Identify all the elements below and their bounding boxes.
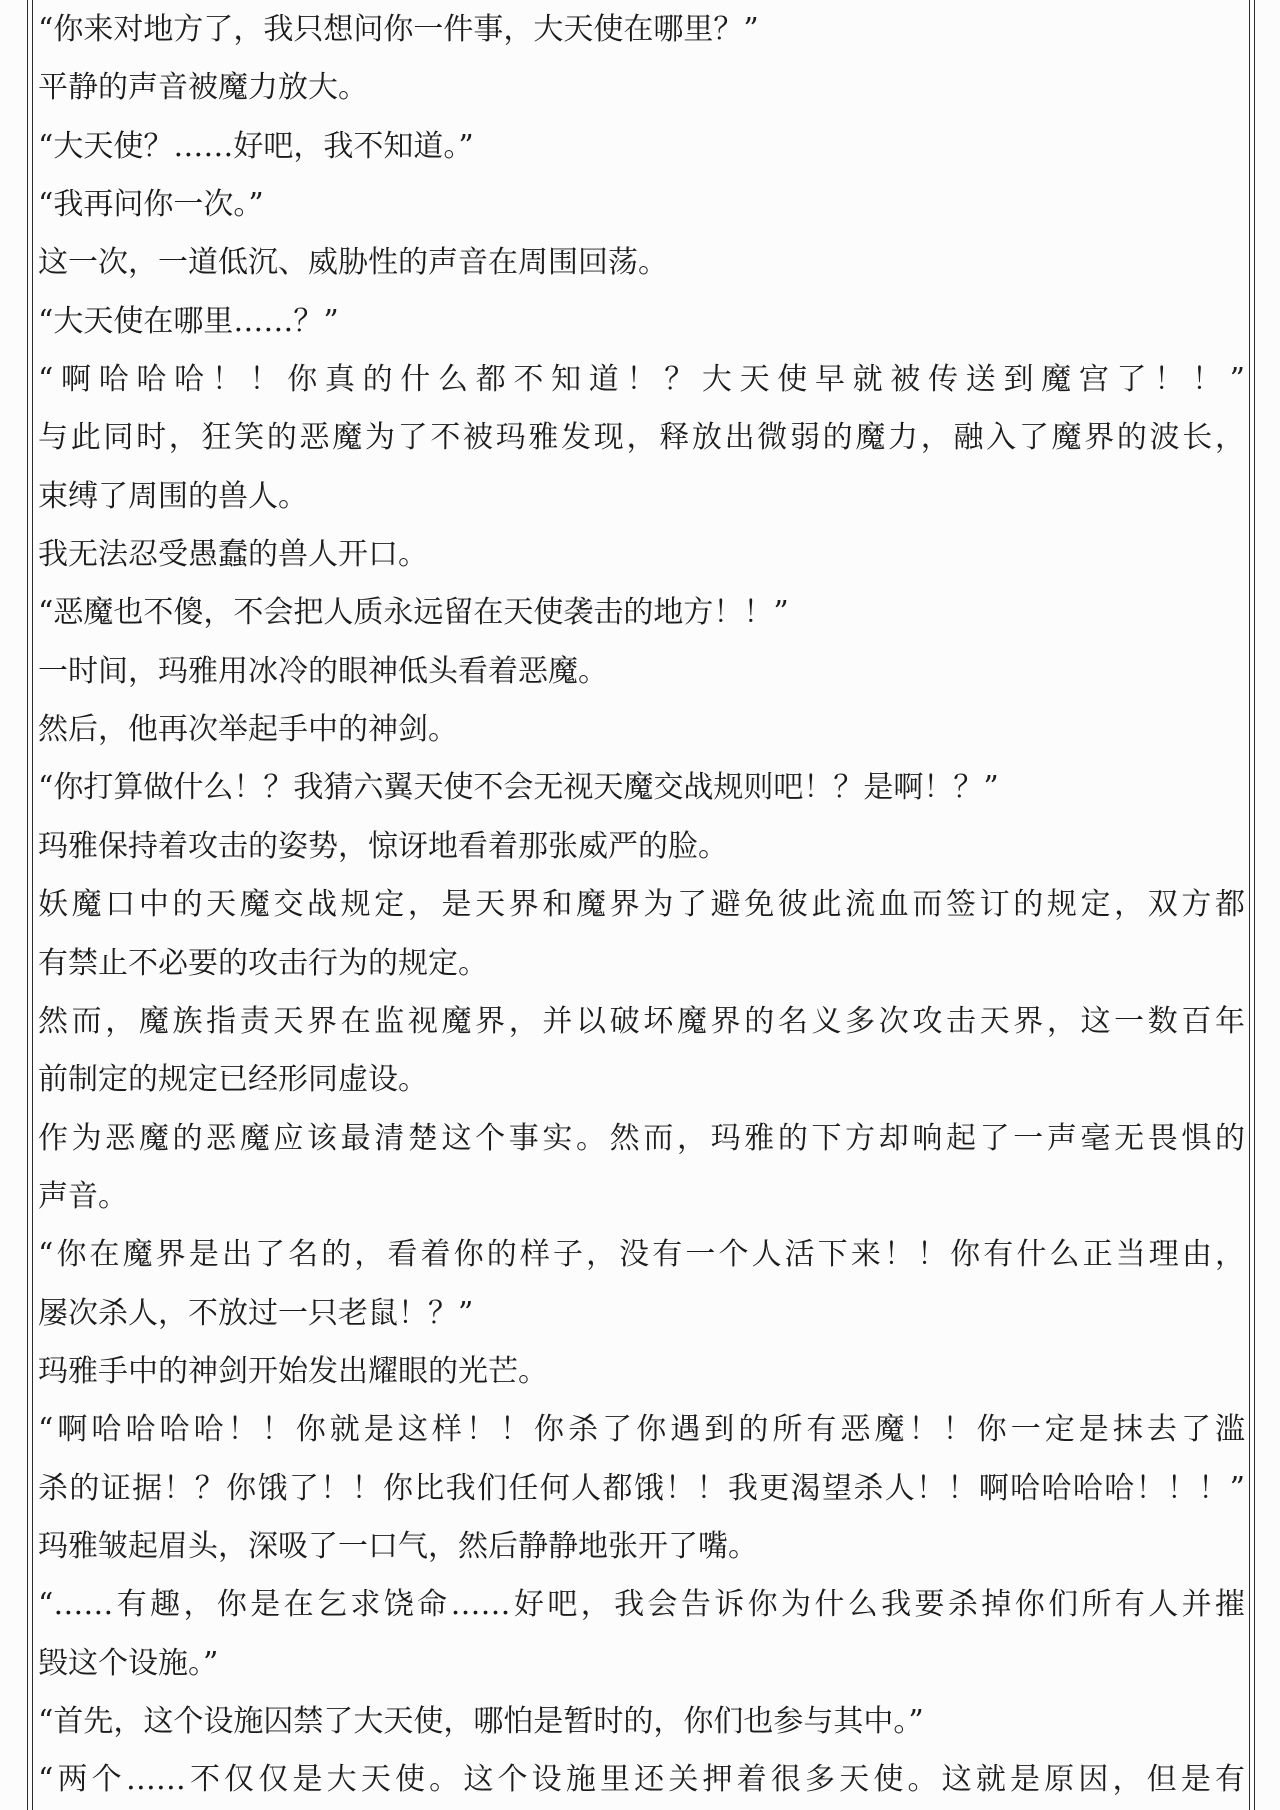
text-line: “……有趣，你是在乞求饶命……好吧，我会告诉你为什么我要杀掉你们所有人并摧 [38,1587,1245,1623]
text-line: 平静的声音被魔力放大。 [38,70,368,106]
text-line: 我无法忍受愚蠢的兽人开口。 [38,537,428,573]
text-line: 玛雅手中的神剑开始发出耀眼的光芒。 [38,1353,548,1389]
text-line: “我再问你一次。” [38,187,264,223]
text-line: 玛雅保持着攻击的姿势，惊讶地看着那张威严的脸。 [38,828,728,864]
text-line: 一时间，玛雅用冰冷的眼神低头看着恶魔。 [38,653,608,689]
text-line: “啊哈哈哈哈！！你就是这样！！你杀了你遇到的所有恶魔！！你一定是抹去了滥 [38,1412,1245,1448]
text-line: 玛雅皱起眉头，深吸了一口气，然后静静地张开了嘴。 [38,1528,758,1564]
page-border-right [1249,0,1255,1810]
text-line: “你来对地方了，我只想问你一件事，大天使在哪里？” [38,12,759,47]
text-line: 束缚了周围的兽人。 [38,478,308,514]
text-line: 妖魔口中的天魔交战规定，是天界和魔界为了避免彼此流血而签订的规定，双方都 [38,887,1245,923]
text-line: “两个……不仅仅是大天使。这个设施里还关押着很多天使。这就是原因，但是有 [38,1762,1245,1798]
text-line: 前制定的规定已经形同虚设。 [38,1062,428,1098]
text-line: 这一次，一道低沉、威胁性的声音在周围回荡。 [38,245,668,281]
text-line: “你在魔界是出了名的，看着你的样子，没有一个人活下来！！你有什么正当理由， [38,1237,1245,1273]
text-line: 有禁止不必要的攻击行为的规定。 [38,945,488,981]
page-border-left [27,0,33,1810]
text-line: 杀的证据！？你饿了！！你比我们任何人都饿！！我更渴望杀人！！啊哈哈哈哈！！！” [38,1470,1245,1506]
text-line: “大天使？……好吧，我不知道。” [38,128,474,164]
text-line: 与此同时，狂笑的恶魔为了不被玛雅发现，释放出微弱的魔力，融入了魔界的波长， [38,420,1245,456]
novel-text-column [38,1,1245,1810]
text-line: “啊哈哈哈！！你真的什么都不知道！？大天使早就被传送到魔宫了！！” [38,362,1245,398]
text-line: 作为恶魔的恶魔应该最清楚这个事实。然而，玛雅的下方却响起了一声毫无畏惧的 [38,1120,1245,1156]
text-line: “首先，这个设施囚禁了大天使，哪怕是暂时的，你们也参与其中。” [38,1703,924,1739]
text-line: 然而，魔族指责天界在监视魔界，并以破坏魔界的名义多次攻击天界，这一数百年 [38,1003,1245,1039]
text-line: “恶魔也不傻，不会把人质永远留在天使袭击的地方！！” [38,595,789,631]
text-line: 屡次杀人，不放过一只老鼠！？” [38,1295,474,1331]
text-line: “你打算做什么！？我猜六翼天使不会无视天魔交战规则吧！？是啊！？” [38,770,999,806]
text-line: 毁这个设施。” [38,1645,219,1681]
text-line: 声音。 [38,1178,128,1214]
text-line: 然后，他再次举起手中的神剑。 [38,712,458,748]
text-line: “大天使在哪里……？” [38,303,339,339]
